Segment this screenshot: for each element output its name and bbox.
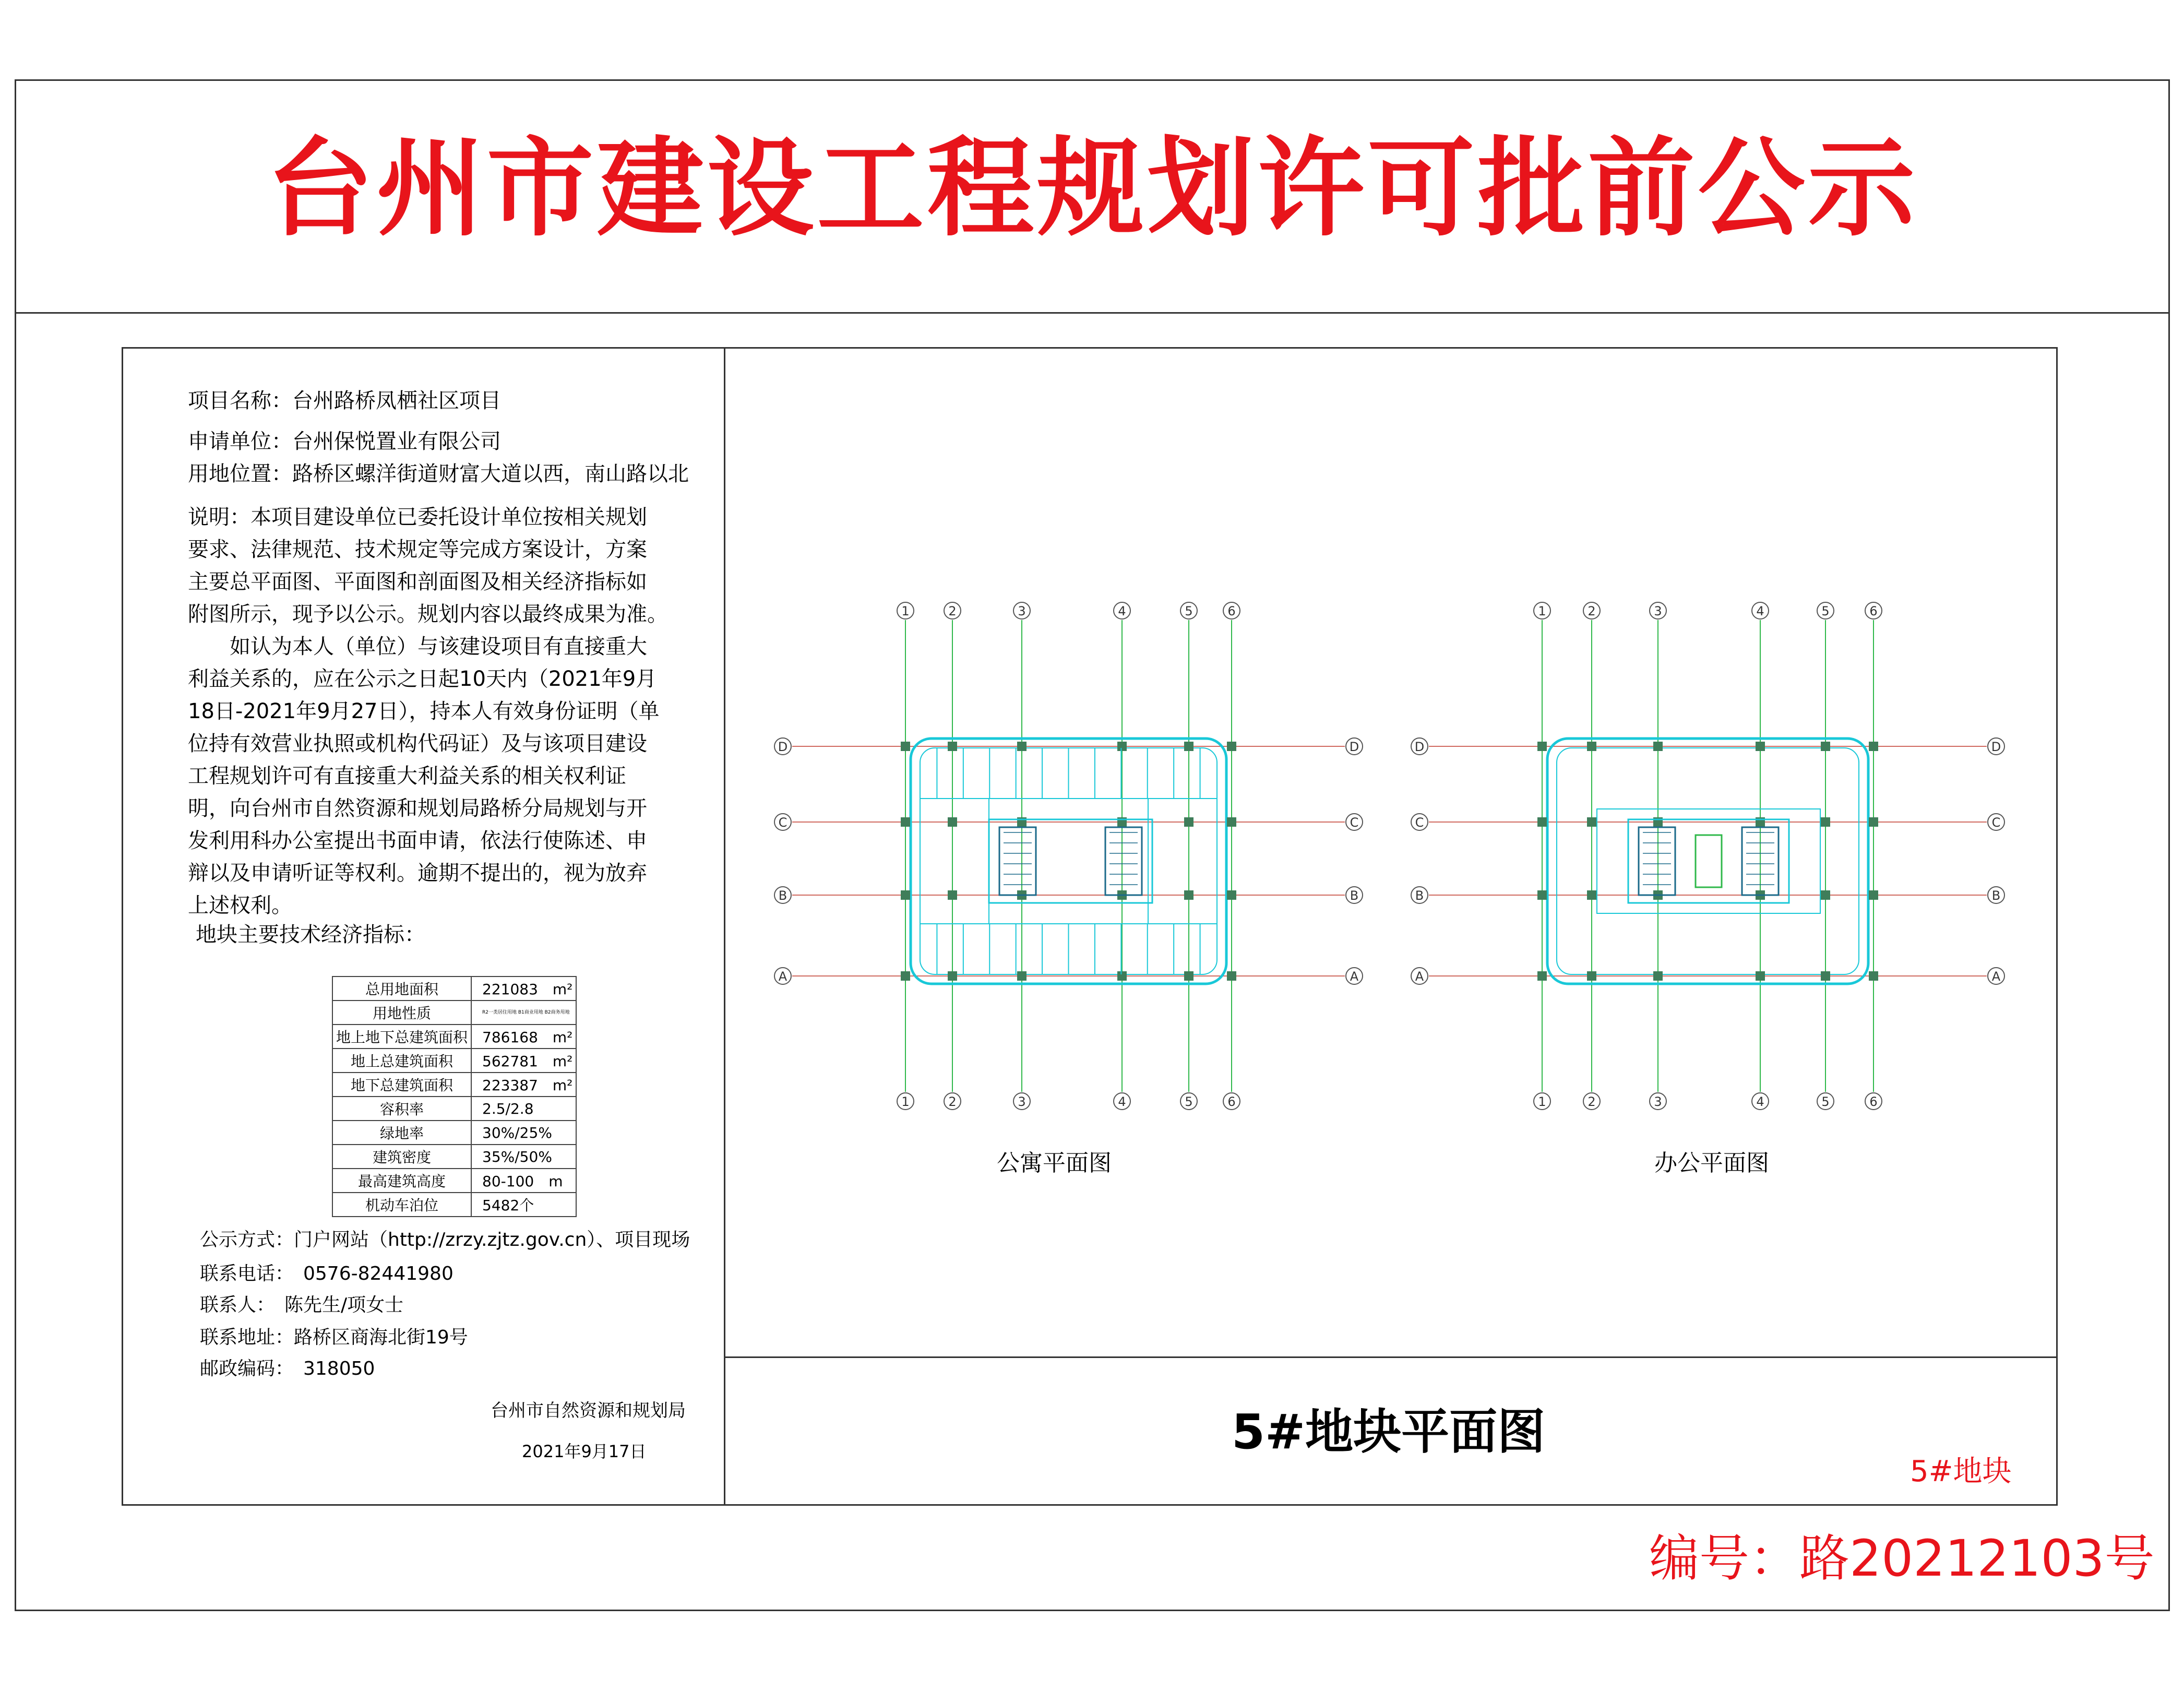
indicators-heading: 地块主要技术经济指标： bbox=[196, 923, 425, 947]
structural-column bbox=[948, 890, 957, 900]
notice-line: 说明：本项目建设单位已委托设计单位按相关规划 bbox=[188, 505, 647, 529]
axis-letter: C bbox=[1415, 815, 1424, 830]
table-row bbox=[332, 1001, 576, 1025]
structural-column bbox=[1184, 971, 1194, 981]
title-divider bbox=[15, 312, 2170, 314]
structural-column bbox=[1184, 890, 1194, 900]
structural-column bbox=[1184, 817, 1194, 827]
table-row bbox=[332, 1097, 576, 1121]
apartment-plan-label: 公寓平面图 bbox=[997, 1150, 1112, 1176]
indicator-value: 562781 m² bbox=[471, 1049, 576, 1073]
indicators-table bbox=[332, 976, 577, 1217]
indicator-value: R2一类居住用地 B1商业用地 B2商务用地 bbox=[471, 1001, 576, 1025]
project-name: 项目名称：台州路桥凤栖社区项目 bbox=[188, 389, 501, 413]
apartment-floor-plan bbox=[774, 602, 1363, 1110]
structural-column bbox=[1537, 971, 1547, 981]
structural-column bbox=[1587, 971, 1596, 981]
structural-column bbox=[1869, 817, 1878, 827]
axis-number: 3 bbox=[1654, 1094, 1662, 1109]
publicity-method: 公示方式：门户网站（http://zrzy.zjtz.gov.cn）、项目现场 bbox=[200, 1229, 690, 1251]
structural-column bbox=[1117, 971, 1127, 981]
structural-column bbox=[1227, 971, 1236, 981]
structural-column bbox=[948, 817, 957, 827]
axis-number: 3 bbox=[1018, 1094, 1026, 1109]
axis-letter: D bbox=[1414, 740, 1425, 754]
table-row bbox=[332, 1025, 576, 1049]
postcode: 邮政编码： 318050 bbox=[200, 1358, 375, 1379]
table-row bbox=[332, 1121, 576, 1145]
axis-number: 4 bbox=[1118, 604, 1126, 618]
notice-line: 主要总平面图、平面图和剖面图及相关经济指标如 bbox=[188, 570, 647, 594]
indicator-label: 建筑密度 bbox=[332, 1145, 471, 1169]
notice-line: 发利用科办公室提出书面申请，依法行使陈述、申 bbox=[188, 829, 647, 853]
indicator-label: 绿地率 bbox=[332, 1121, 471, 1145]
table-row bbox=[332, 1049, 576, 1073]
block-label: 5#地块 bbox=[1910, 1455, 2012, 1488]
notice-line: 明，向台州市自然资源和规划局路桥分局规划与开 bbox=[188, 796, 647, 820]
indicator-label: 总用地面积 bbox=[332, 977, 471, 1001]
indicator-value: 30%/25% bbox=[471, 1121, 576, 1145]
structural-column bbox=[1227, 742, 1236, 751]
axis-number: 6 bbox=[1227, 604, 1236, 618]
building-core bbox=[989, 819, 1152, 903]
axis-number: 5 bbox=[1185, 604, 1193, 618]
indicator-value: 786168 m² bbox=[471, 1025, 576, 1049]
axis-letter: D bbox=[1991, 740, 2001, 754]
structural-column bbox=[1227, 890, 1236, 900]
structural-column bbox=[1017, 742, 1027, 751]
office-floor-plan bbox=[1411, 602, 2004, 1110]
indicator-value: 80-100 m bbox=[471, 1169, 576, 1193]
structural-column bbox=[1184, 742, 1194, 751]
indicator-label: 地下总建筑面积 bbox=[332, 1073, 471, 1097]
notice-line: 辩以及申请听证等权利。逾期不提出的，视为放弃 bbox=[188, 861, 647, 885]
indicator-label: 用地性质 bbox=[332, 1001, 471, 1025]
indicator-value: 223387 m² bbox=[471, 1073, 576, 1097]
axis-number: 4 bbox=[1756, 1094, 1764, 1109]
structural-column bbox=[1587, 890, 1596, 900]
page-title: 台州市建设工程规划许可批前公示 bbox=[266, 127, 1918, 251]
structural-column bbox=[1587, 742, 1596, 751]
axis-number: 4 bbox=[1118, 1094, 1126, 1109]
notice-line: 工程规划许可有直接重大利益关系的相关权利证 bbox=[188, 764, 626, 788]
structural-column bbox=[901, 817, 910, 827]
axis-number: 3 bbox=[1654, 604, 1662, 618]
structural-column bbox=[1653, 971, 1663, 981]
axis-number: 2 bbox=[1588, 1094, 1596, 1109]
axis-number: 6 bbox=[1869, 604, 1878, 618]
axis-number: 4 bbox=[1756, 604, 1764, 618]
structural-column bbox=[948, 971, 957, 981]
issuer-name: 台州市自然资源和规划局 bbox=[491, 1400, 686, 1421]
structural-column bbox=[1869, 742, 1878, 751]
structural-column bbox=[1017, 971, 1027, 981]
table-row bbox=[332, 977, 576, 1001]
contact-address: 联系地址：路桥区商海北街19号 bbox=[200, 1327, 468, 1348]
structural-column bbox=[1756, 971, 1765, 981]
structural-column bbox=[1869, 971, 1878, 981]
axis-number: 2 bbox=[1588, 604, 1596, 618]
axis-number: 5 bbox=[1821, 604, 1830, 618]
structural-column bbox=[1117, 742, 1127, 751]
notice-line: 要求、法律规范、技术规定等完成方案设计，方案 bbox=[188, 538, 647, 562]
axis-letter: C bbox=[778, 815, 787, 830]
structural-column bbox=[1537, 742, 1547, 751]
indicator-value: 2.5/2.8 bbox=[471, 1097, 576, 1121]
axis-letter: A bbox=[1991, 969, 2001, 984]
structural-column bbox=[948, 742, 957, 751]
table-row bbox=[332, 1145, 576, 1169]
structural-column bbox=[1227, 817, 1236, 827]
indicator-label: 容积率 bbox=[332, 1097, 471, 1121]
office-plan-label: 办公平面图 bbox=[1654, 1150, 1769, 1176]
elevator-shaft bbox=[1696, 835, 1722, 887]
floor-plans bbox=[725, 574, 2056, 1138]
structural-column bbox=[901, 971, 910, 981]
notice-line: 上述权利。 bbox=[188, 894, 292, 918]
axis-letter: D bbox=[1349, 740, 1359, 754]
structural-column bbox=[1587, 817, 1596, 827]
table-row bbox=[332, 1169, 576, 1193]
structural-column bbox=[1869, 890, 1878, 900]
structural-column bbox=[1821, 971, 1830, 981]
notice-line: 利益关系的，应在公示之日起10天内（2021年9月 bbox=[188, 667, 657, 691]
structural-column bbox=[1653, 742, 1663, 751]
indicator-label: 地上总建筑面积 bbox=[332, 1049, 471, 1073]
table-row bbox=[332, 1073, 576, 1097]
applicant: 申请单位：台州保悦置业有限公司 bbox=[188, 430, 501, 454]
contact-person: 联系人： 陈先生/项女士 bbox=[200, 1294, 404, 1316]
axis-number: 1 bbox=[1538, 604, 1546, 618]
structural-column bbox=[1821, 742, 1830, 751]
axis-number: 6 bbox=[1869, 1094, 1878, 1109]
axis-letter: C bbox=[1350, 815, 1359, 830]
axis-number: 1 bbox=[1538, 1094, 1546, 1109]
indicator-value: 35%/50% bbox=[471, 1145, 576, 1169]
indicator-label: 地上地下总建筑面积 bbox=[332, 1025, 471, 1049]
building-inner-wall bbox=[1557, 748, 1859, 974]
axis-number: 5 bbox=[1185, 1094, 1193, 1109]
indicator-value: 221083 m² bbox=[471, 977, 576, 1001]
axis-letter: D bbox=[778, 740, 788, 754]
axis-letter: C bbox=[1991, 815, 2001, 830]
indicator-label: 机动车泊位 bbox=[332, 1193, 471, 1217]
axis-number: 3 bbox=[1018, 604, 1026, 618]
notice-line: 附图所示，现予以公示。规划内容以最终成果为准。 bbox=[188, 602, 668, 626]
axis-number: 6 bbox=[1227, 1094, 1236, 1109]
core-surround bbox=[1597, 809, 1820, 913]
issue-date: 2021年9月17日 bbox=[522, 1442, 647, 1461]
indicator-label: 最高建筑高度 bbox=[332, 1169, 471, 1193]
axis-letter: B bbox=[778, 888, 787, 903]
structural-column bbox=[901, 742, 910, 751]
structural-column bbox=[901, 890, 910, 900]
axis-number: 1 bbox=[901, 1094, 910, 1109]
serial-number: 编号：路20212103号 bbox=[1649, 1529, 2155, 1588]
structural-column bbox=[1537, 890, 1547, 900]
table-row bbox=[332, 1193, 576, 1217]
axis-letter: A bbox=[1350, 969, 1359, 984]
axis-letter: B bbox=[1991, 888, 2001, 903]
structural-column bbox=[1756, 742, 1765, 751]
axis-letter: A bbox=[778, 969, 787, 984]
notice-line: 如认为本人（单位）与该建设项目有直接重大 bbox=[188, 635, 647, 659]
plan-caption: 5#地块平面图 bbox=[1232, 1404, 1546, 1460]
axis-number: 1 bbox=[901, 604, 910, 618]
axis-number: 2 bbox=[948, 604, 957, 618]
structural-column bbox=[1821, 817, 1830, 827]
axis-letter: B bbox=[1415, 888, 1424, 903]
notice-line: 18日-2021年9月27日），持本人有效身份证明（单 bbox=[188, 699, 660, 723]
notice-text bbox=[188, 501, 720, 922]
axis-letter: B bbox=[1350, 888, 1359, 903]
contact-phone: 联系电话： 0576-82441980 bbox=[200, 1263, 453, 1284]
site-location: 用地位置：路桥区螺洋街道财富大道以西，南山路以北 bbox=[188, 462, 689, 486]
axis-letter: A bbox=[1415, 969, 1424, 984]
structural-column bbox=[1821, 890, 1830, 900]
structural-column bbox=[1537, 817, 1547, 827]
axis-number: 5 bbox=[1821, 1094, 1830, 1109]
axis-number: 2 bbox=[948, 1094, 957, 1109]
caption-divider bbox=[724, 1356, 2058, 1358]
notice-line: 位持有效营业执照或机构代码证）及与该项目建设 bbox=[188, 732, 647, 756]
indicator-value: 5482个 bbox=[471, 1193, 576, 1217]
